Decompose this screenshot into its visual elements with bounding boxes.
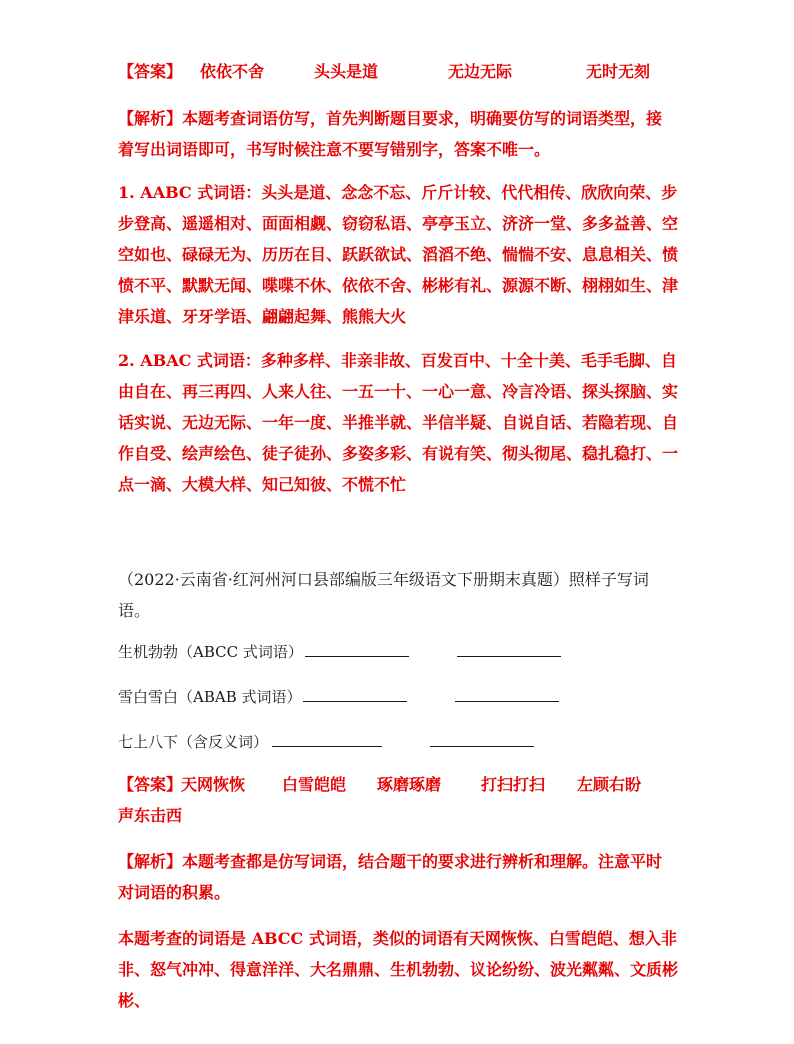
- question-title: （2022·云南省·红河州河口县部编版三年级语文下册期末真题）照样子写词语。: [118, 570, 649, 620]
- answer-blank[interactable]: [455, 687, 559, 702]
- answer-blank[interactable]: [457, 642, 561, 657]
- answer-word: 左顾右盼: [577, 775, 642, 794]
- answer-label: 【答案】: [118, 775, 183, 794]
- answer-word: 依依不舍: [200, 62, 265, 81]
- answer-word: 天网恢恢: [181, 775, 246, 794]
- question-item: 七上八下（含反义词）: [118, 731, 534, 753]
- answer-word: 白雪皑皑: [282, 775, 347, 794]
- question-item: 雪白雪白（ABAB 式词语）: [118, 686, 559, 708]
- answer-blank[interactable]: [272, 732, 382, 747]
- question-item: 生机勃勃（ABCC 式词语）: [118, 641, 561, 663]
- answer-word: 声东击西: [118, 806, 183, 825]
- answer-blank[interactable]: [303, 687, 407, 702]
- answer-word: 头头是道: [314, 62, 379, 81]
- answer-blank[interactable]: [430, 732, 534, 747]
- answer-word: 琢磨琢磨: [377, 775, 442, 794]
- answer-label: 【答案】: [118, 62, 183, 81]
- answer-blank[interactable]: [305, 642, 409, 657]
- answer-word: 打扫打扫: [481, 775, 546, 794]
- abac-word-list: 2. ABAC 式词语：多种多样、非亲非故、百发百中、十全十美、毛手毛脚、自由自在、再三再四、人来人往、一五一十、一心一意、冷言冷语、探头探脑、实话实说、无边无际、一年一度、半推半就、半信半疑、自说自话、若隐若现、自作自受、绘声绘色、徒子徒孙、多姿多彩、有说有笑、彻头彻尾、稳扎稳打、一点一滴、大模大样、知己知彼、不慌不忙: [118, 351, 679, 494]
- analysis-paragraph: 【解析】本题考查词语仿写，首先判断题目要求，明确要仿写的词语类型，接着写出词语即可，书写时候注意不要写错别字，答案不唯一。: [118, 109, 663, 159]
- abcc-word-list: 本题考查的词语是 ABCC 式词语，类似的词语有天网恢恢、白雪皑皑、想入非非、怒气冲冲、得意洋洋、大名鼎鼎、生机勃勃、议论纷纷、波光粼粼、文质彬彬、: [118, 929, 679, 1010]
- answer-word: 无边无际: [448, 62, 513, 81]
- answer-word: 无时无刻: [586, 62, 651, 81]
- aabc-word-list: 1. AABC 式词语：头头是道、念念不忘、斤斤计较、代代相传、欣欣向荣、步步登高、遥遥相对、面面相觑、窃窃私语、亭亭玉立、济济一堂、多多益善、空空如也、碌碌无为、历历在目、跃跃欲试、滔滔不绝、惴惴不安、息息相关、愤愤不平、默默无闻、喋喋不休、依依不舍、彬彬有礼、源源不断、栩栩如生、津津乐道、牙牙学语、翩翩起舞、熊熊大火: [118, 183, 679, 326]
- analysis-paragraph: 【解析】本题考查都是仿写词语，结合题干的要求进行辨析和理解。注意平时对词语的积累。: [118, 852, 663, 902]
